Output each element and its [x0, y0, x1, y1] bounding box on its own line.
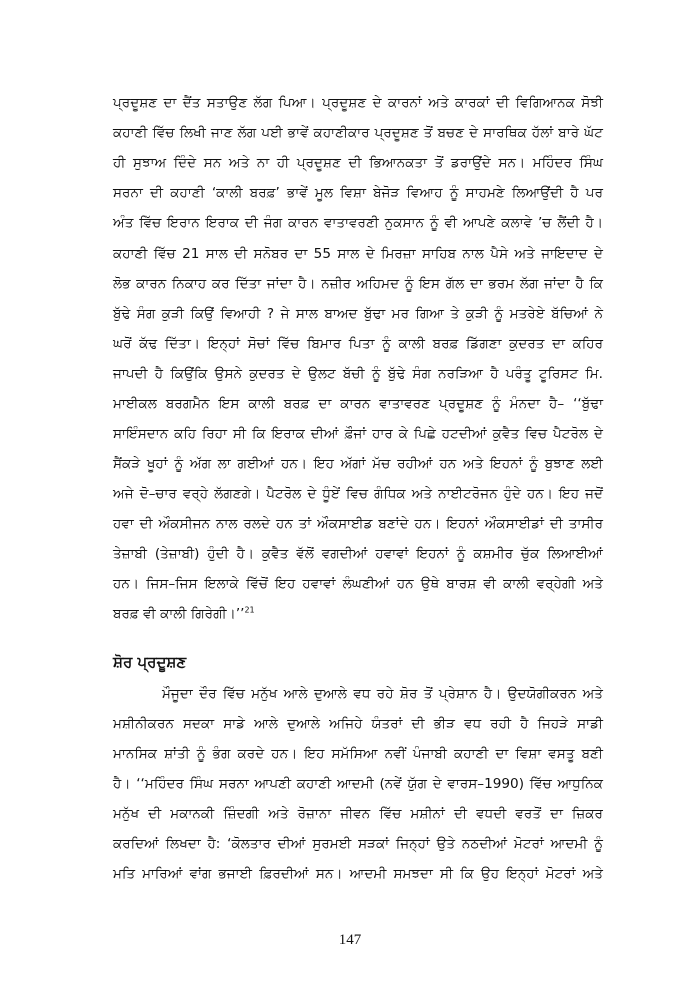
paragraph-line: ਜਾਪਦੀ ਹੈ ਕਿਉਂਕਿ ਉਸਨੇ ਕੁਦਰਤ ਦੇ ਉਲਟ ਬੱਚੀ ਨੂੰ ਬੁੱਢੇ ਸੰਗ ਨਰੜਿਆ ਹੈ ਪਰੰਤੂ ਟੂਰਿਸਟ ਮਿ.: [113, 366, 603, 382]
paragraph-last-line: [113, 604, 603, 624]
paragraph-line: ਮਸ਼ੀਨੀਕਰਨ ਸਦਕਾ ਸਾਡੇ ਆਲੇ ਦੁਆਲੇ ਅਜਿਹੇ ਯੰਤਰਾਂ ਦੀ ਭੀੜ ਵਧ ਰਹੀ ਹੈ ਜਿਹੜੇ ਸਾਡੀ: [113, 716, 603, 732]
paragraph-line: ਮਾਨਸਿਕ ਸ਼ਾਂਤੀ ਨੂੰ ਭੰਗ ਕਰਦੇ ਹਨ। ਇਹ ਸਮੱਸਿਆ ਨਵੀਂ ਪੰਜਾਬੀ ਕਹਾਣੀ ਦਾ ਵਿਸ਼ਾ ਵਸਤੂ ਬਣੀ: [113, 746, 603, 762]
paragraph-line: ਮਨੁੱਖ ਦੀ ਮਕਾਨਕੀ ਜ਼ਿੰਦਗੀ ਅਤੇ ਰੋਜ਼ਾਨਾ ਜੀਵਨ ਵਿੱਚ ਮਸ਼ੀਨਾਂ ਦੀ ਵਧਦੀ ਵਰਤੋਂ ਦਾ ਜ਼ਿਕਰ: [113, 806, 603, 822]
paragraph-line: ਹੈ। ‘‘ਮਹਿੰਦਰ ਸਿੰਘ ਸਰਨਾ ਆਪਣੀ ਕਹਾਣੀ ਆਦਮੀ (ਨਵੇਂ ਯੁੱਗ ਦੇ ਵਾਰਸ–1990) ਵਿੱਚ ਆਧੁਨਿਕ: [113, 776, 603, 792]
paragraph-line: ਅੰਤ ਵਿੱਚ ਇਰਾਨ ਇਰਾਕ ਦੀ ਜੰਗ ਕਾਰਨ ਵਾਤਾਵਰਣੀ ਨੁਕਸਾਨ ਨੂੰ ਵੀ ਆਪਣੇ ਕਲਾਵੇ ’ਚ ਲੈਂਦੀ ਹੈ।: [113, 215, 603, 231]
paragraph-first-line: ਮੌਜੂਦਾ ਦੌਰ ਵਿੱਚ ਮਨੁੱਖ ਆਲੇ ਦੁਆਲੇ ਵਧ ਰਹੇ ਸ਼ੋਰ ਤੋਂ ਪ੍ਰੇਸ਼ਾਨ ਹੈ। ਉਦਯੋਗੀਕਰਨ ਅਤੇ: [162, 686, 603, 702]
paragraph-line: ਸਾਇੰਸਦਾਨ ਕਹਿ ਰਿਹਾ ਸੀ ਕਿ ਇਰਾਕ ਦੀਆਂ ਫ਼ੌਜਾਂ ਹਾਰ ਕੇ ਪਿਛੇ ਹਟਦੀਆਂ ਕੁਵੈਤ ਵਿਚ ਪੈਟਰੋਲ ਦੇ: [113, 426, 603, 442]
paragraph-line: ਸੈਂਕੜੇ ਖੂਹਾਂ ਨੂੰ ਅੱਗ ਲਾ ਗਈਆਂ ਹਨ। ਇਹ ਅੱਗਾਂ ਮੱਚ ਰਹੀਆਂ ਹਨ ਅਤੇ ਇਹਨਾਂ ਨੂੰ ਬੁਝਾਣ ਲਈ: [113, 456, 603, 472]
paragraph-line: ਹਵਾ ਦੀ ਔਕਸੀਜਨ ਨਾਲ ਰਲਦੇ ਹਨ ਤਾਂ ਔਕਸਾਈਡ ਬਣਾਂਦੇ ਹਨ। ਇਹਨਾਂ ਔਕਸਾਈਡਾਂ ਦੀ ਤਾਸੀਰ: [113, 516, 603, 532]
paragraph-line: ਸਰਨਾ ਦੀ ਕਹਾਣੀ ‘ਕਾਲੀ ਬਰਫ਼’ ਭਾਵੇਂ ਮੂਲ ਵਿਸ਼ਾ ਬੇਜੋੜ ਵਿਆਹ ਨੂੰ ਸਾਹਮਣੇ ਲਿਆਉਂਦੀ ਹੈ ਪਰ: [113, 185, 603, 201]
paragraph-line: ਬੁੱਢੇ ਸੰਗ ਕੁੜੀ ਕਿਉਂ ਵਿਆਹੀ ? ਜੇ ਸਾਲ ਬਾਅਦ ਬੁੱਢਾ ਮਰ ਗਿਆ ਤੇ ਕੁੜੀ ਨੂੰ ਮਤਰੇਏ ਬੱਚਿਆਂ ਨੇ: [113, 306, 603, 322]
paragraph-line-text: ਬਰਫ਼ ਵੀ ਕਾਲੀ ਗਿਰੇਗੀ।’’: [113, 606, 245, 622]
paragraph-line: ਕਰਦਿਆਂ ਲਿਖਦਾ ਹੈ: ‘ਕੋਲਤਾਰ ਦੀਆਂ ਸੁਰਮਈ ਸੜਕਾਂ ਜਿਨ੍ਹਾਂ ਉਤੇ ਨਠਦੀਆਂ ਮੋਟਰਾਂ ਆਦਮੀ ਨੂੰ: [113, 836, 603, 852]
paragraph-line: ਕਹਾਣੀ ਵਿੱਚ 21 ਸਾਲ ਦੀ ਸਨੋਬਰ ਦਾ 55 ਸਾਲ ਦੇ ਮਿਰਜ਼ਾ ਸਾਹਿਬ ਨਾਲ ਪੈਸੇ ਅਤੇ ਜਾਇਦਾਦ ਦੇ: [113, 246, 603, 262]
paragraph-line: ਹੀ ਸੁਝਾਅ ਦਿੰਦੇ ਸਨ ਅਤੇ ਨਾ ਹੀ ਪ੍ਰਦੂਸ਼ਣ ਦੀ ਭਿਆਨਕਤਾ ਤੋਂ ਡਰਾਉਂਦੇ ਸਨ। ਮਹਿੰਦਰ ਸਿੰਘ: [113, 155, 603, 171]
page-number: 147: [338, 932, 362, 948]
paragraph-line: ਅਜੇ ਦੋ–ਚਾਰ ਵਰ੍ਹੇ ਲੱਗਣਗੇ। ਪੈਟਰੋਲ ਦੇ ਧੂੰਏਂ ਵਿਚ ਗੰਧਿਕ ਅਤੇ ਨਾਈਟਰੋਜਨ ਹੁੰਦੇ ਹਨ। ਇਹ ਜਦੋਂ: [113, 486, 603, 502]
paragraph-line: ਹਨ। ਜਿਸ–ਜਿਸ ਇਲਾਕੇ ਵਿੱਚੋਂ ਇਹ ਹਵਾਵਾਂ ਲੰਘਣੀਆਂ ਹਨ ਉਥੇ ਬਾਰਸ਼ ਵੀ ਕਾਲੀ ਵਰ੍ਹੇਗੀ ਅਤੇ: [113, 576, 603, 592]
paragraph-line: ਤੇਜ਼ਾਬੀ (ਤੇਜ਼ਾਬੀ) ਹੁੰਦੀ ਹੈ। ਕੁਵੈਤ ਵੱਲੋਂ ਵਗਦੀਆਂ ਹਵਾਵਾਂ ਇਹਨਾਂ ਨੂੰ ਕਸ਼ਮੀਰ ਚੁੱਕ ਲਿਆਈਆਂ: [113, 546, 603, 562]
section-heading: ਸ਼ੋਰ ਪ੍ਰਦੂਸ਼ਣ: [113, 653, 187, 671]
paragraph-line: ਮਤਿ ਮਾਰਿਆਂ ਵਾਂਗ ਭਜਾਈ ਫ਼ਿਰਦੀਆਂ ਸਨ। ਆਦਮੀ ਸਮਝਦਾ ਸੀ ਕਿ ਉਹ ਇਨ੍ਹਾਂ ਮੋਟਰਾਂ ਅਤੇ: [113, 866, 603, 882]
paragraph-line: ਪ੍ਰਦੂਸ਼ਣ ਦਾ ਦੈਂਤ ਸਤਾਉਣ ਲੱਗ ਪਿਆ। ਪ੍ਰਦੂਸ਼ਣ ਦੇ ਕਾਰਨਾਂ ਅਤੇ ਕਾਰਕਾਂ ਦੀ ਵਿਗਿਆਨਕ ਸੋਝੀ: [113, 95, 603, 111]
paragraph-line: ਮਾਈਕਲ ਬਰਗਮੈਨ ਇਸ ਕਾਲੀ ਬਰਫ਼ ਦਾ ਕਾਰਨ ਵਾਤਾਵਰਣ ਪ੍ਰਦੂਸ਼ਣ ਨੂੰ ਮੰਨਦਾ ਹੈ– ‘‘ਬੁੱਢਾ: [113, 396, 603, 412]
footnote-marker: 21: [244, 605, 255, 615]
paragraph-line: ਕਹਾਣੀ ਵਿੱਚ ਲਿਖੀ ਜਾਣ ਲੱਗ ਪਈ ਭਾਵੇਂ ਕਹਾਣੀਕਾਰ ਪ੍ਰਦੂਸ਼ਣ ਤੋਂ ਬਚਣ ਦੇ ਸਾਰਥਿਕ ਹੱਲਾਂ ਬਾਰੇ ਘੱਟ: [113, 125, 603, 141]
paragraph-line: ਘਰੋਂ ਕੱਢ ਦਿੱਤਾ। ਇਨ੍ਹਾਂ ਸੋਚਾਂ ਵਿੱਚ ਬਿਮਾਰ ਪਿਤਾ ਨੂੰ ਕਾਲੀ ਬਰਫ਼ ਡਿੱਗਣਾ ਕੁਦਰਤ ਦਾ ਕਹਿਰ: [113, 336, 603, 352]
paragraph-line: ਲੋਭ ਕਾਰਨ ਨਿਕਾਹ ਕਰ ਦਿੱਤਾ ਜਾਂਦਾ ਹੈ। ਨਜ਼ੀਰ ਅਹਿਮਦ ਨੂੰ ਇਸ ਗੱਲ ਦਾ ਭਰਮ ਲੱਗ ਜਾਂਦਾ ਹੈ ਕਿ: [113, 276, 603, 292]
